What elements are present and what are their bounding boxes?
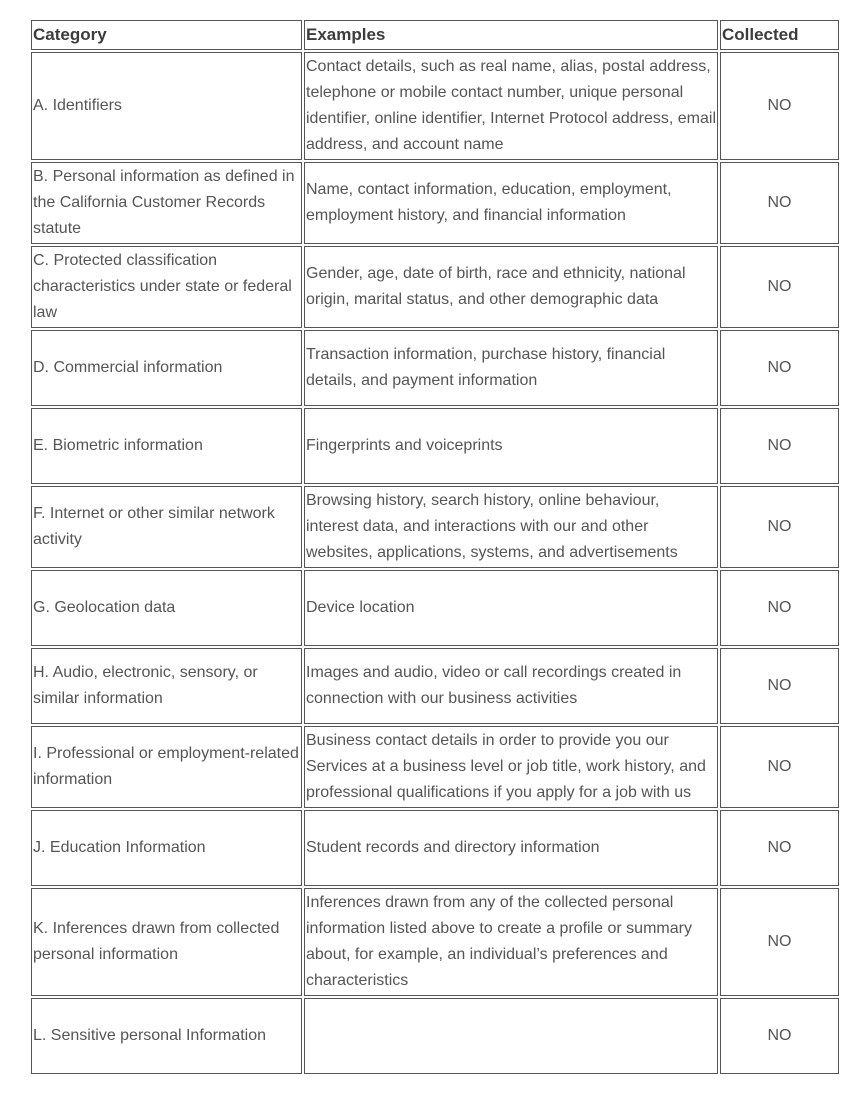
collected-cell: NO: [720, 52, 839, 160]
table-row: [31, 888, 839, 996]
examples-cell: Browsing history, search history, online behaviour, interest data, and interactions with our and other websites, applications, systems, and advertisements: [304, 486, 718, 568]
examples-cell: Contact details, such as real name, alias, postal address, telephone or mobile contact number, unique personal identifier, online identifier, Internet Protocol address, email address, and account name: [304, 52, 718, 160]
header-collected: Collected: [720, 20, 839, 50]
collected-cell: NO: [720, 998, 839, 1074]
collected-cell: NO: [720, 726, 839, 808]
examples-cell: Student records and directory information: [304, 810, 718, 886]
category-cell: B. Personal information as defined in the California Customer Records statute: [31, 162, 302, 244]
category-cell: I. Professional or employment-related information: [31, 726, 302, 808]
table-row: [31, 726, 839, 808]
examples-cell: Transaction information, purchase history, financial details, and payment information: [304, 330, 718, 406]
collected-cell: NO: [720, 408, 839, 484]
collected-cell: NO: [720, 162, 839, 244]
page: [29, 18, 841, 1076]
table-row: [31, 246, 839, 328]
collected-cell: NO: [720, 570, 839, 646]
header-row: [31, 20, 839, 50]
category-cell: C. Protected classification characteristics under state or federal law: [31, 246, 302, 328]
examples-cell: Device location: [304, 570, 718, 646]
category-cell: F. Internet or other similar network activity: [31, 486, 302, 568]
collected-cell: NO: [720, 330, 839, 406]
collected-cell: NO: [720, 810, 839, 886]
examples-cell: Images and audio, video or call recordings created in connection with our business activities: [304, 648, 718, 724]
category-cell: L. Sensitive personal Information: [31, 998, 302, 1074]
collected-cell: NO: [720, 888, 839, 996]
table-row: [31, 408, 839, 484]
examples-cell: [304, 998, 718, 1074]
category-cell: J. Education Information: [31, 810, 302, 886]
header-category: Category: [31, 20, 302, 50]
collected-cell: NO: [720, 486, 839, 568]
table-row: [31, 330, 839, 406]
table-row: [31, 162, 839, 244]
table-row: [31, 998, 839, 1074]
collected-cell: NO: [720, 648, 839, 724]
personal-info-categories-table: [29, 18, 841, 1076]
header-examples: Examples: [304, 20, 718, 50]
category-cell: E. Biometric information: [31, 408, 302, 484]
table-row: [31, 810, 839, 886]
examples-cell: Fingerprints and voiceprints: [304, 408, 718, 484]
collected-cell: NO: [720, 246, 839, 328]
examples-cell: Name, contact information, education, employment, employment history, and financial information: [304, 162, 718, 244]
table-row: [31, 52, 839, 160]
examples-cell: Inferences drawn from any of the collected personal information listed above to create a profile or summary about, for example, an individual’s preferences and characteristics: [304, 888, 718, 996]
category-cell: D. Commercial information: [31, 330, 302, 406]
category-cell: K. Inferences drawn from collected personal information: [31, 888, 302, 996]
category-cell: A. Identifiers: [31, 52, 302, 160]
category-cell: H. Audio, electronic, sensory, or similar information: [31, 648, 302, 724]
table-row: [31, 570, 839, 646]
examples-cell: Business contact details in order to provide you our Services at a business level or job title, work history, and professional qualifications if you apply for a job with us: [304, 726, 718, 808]
category-cell: G. Geolocation data: [31, 570, 302, 646]
examples-cell: Gender, age, date of birth, race and ethnicity, national origin, marital status, and other demographic data: [304, 246, 718, 328]
table-row: [31, 486, 839, 568]
table-row: [31, 648, 839, 724]
